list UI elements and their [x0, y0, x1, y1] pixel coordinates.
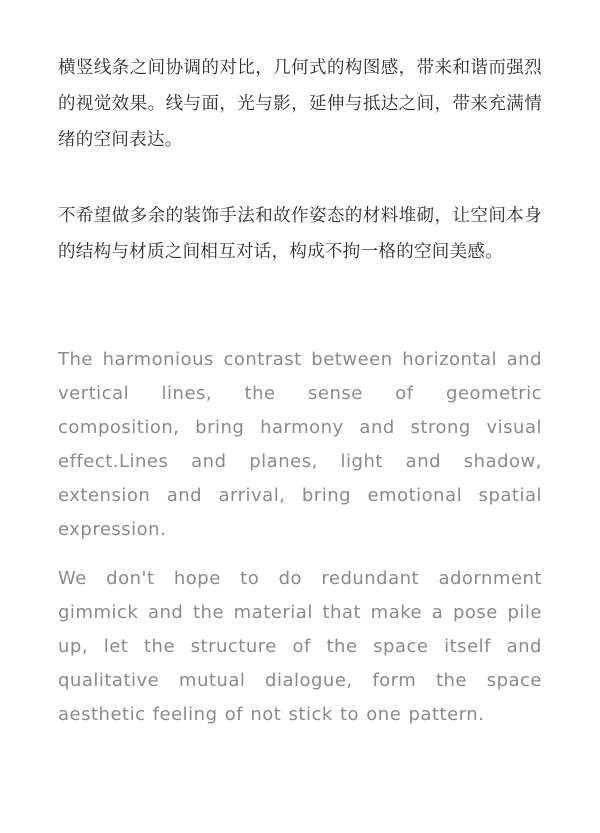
english-paragraph-1: The harmonious contrast between horizontal and vertical lines, the sense of geometric composition, bring harmony and strong visual effect.Lines and planes, light and shadow, extension and arrival, bring emotional spatial expression.: [58, 349, 542, 540]
chinese-paragraph-2: 不希望做多余的装饰手法和故作姿态的材料堆砌，让空间本身的结构与材质之间相互对话，构成不拘一格的空间美感。: [58, 206, 542, 262]
english-paragraph-2: We don't hope to do redundant adornment gimmick and the material that make a pose pile up, let the structure of the space itself and qualitative mutual dialogue, form the space aesthetic feeling of not stick to one pattern.: [58, 568, 542, 725]
chinese-paragraph-1: 横竖线条之间协调的对比，几何式的构图感，带来和谐而强烈的视觉效果。线与面，光与影，延伸与抵达之间，带来充满情绪的空间表达。: [58, 58, 542, 150]
